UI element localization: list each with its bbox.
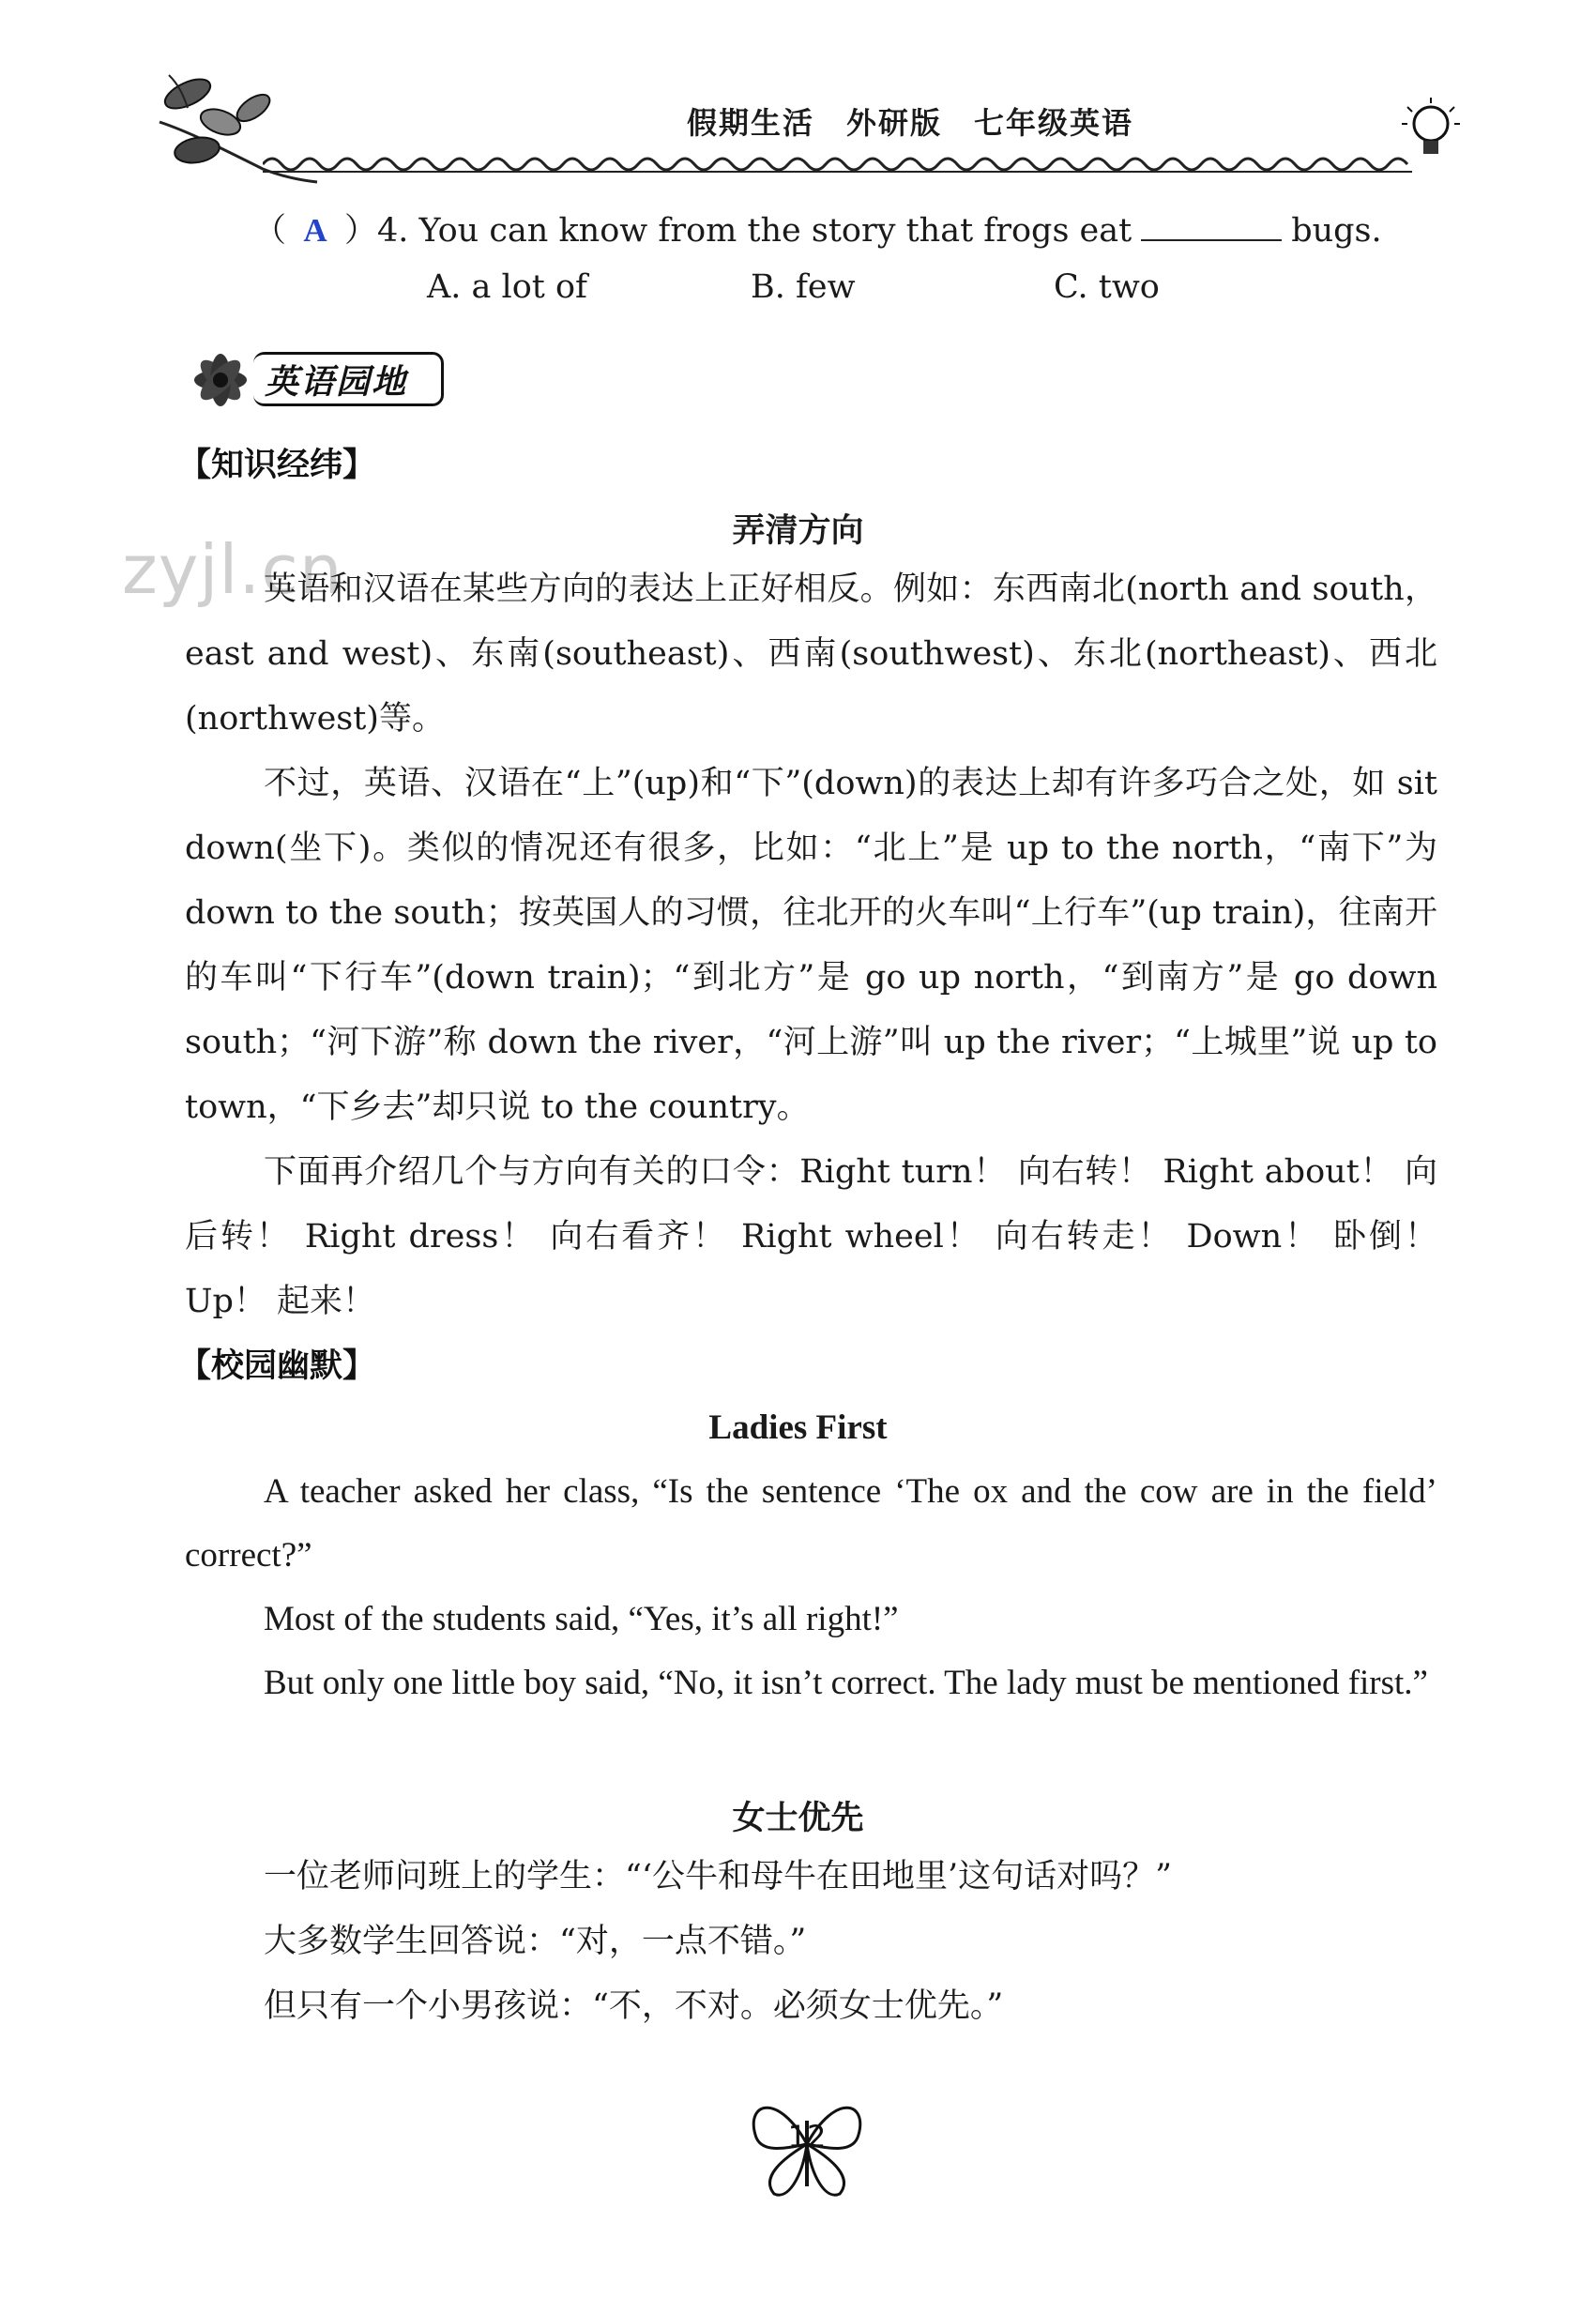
option-c: C. two	[1054, 268, 1160, 306]
page-header	[150, 56, 1464, 197]
question-stem: ）4. You can know from the story that frogs eat	[344, 212, 1132, 250]
humor-title-zh: 女士优先	[732, 1800, 864, 1837]
question-paren-open: （	[253, 212, 287, 250]
humor-title-en: Ladies First	[708, 1408, 888, 1447]
page-number-badge	[741, 2083, 873, 2205]
section-banner	[178, 342, 460, 418]
knowledge-paragraph: 不过，英语、汉语在“上”(up)和“下”(down)的表达上却有许多巧合之处，如 sit down(坐下)。类似的情况还有很多，比如：“北上”是 up to the north，“南下”为 down to the south；按英国人的习惯，往北开的火车叫“上行车”(up train)，往南开的车叫“下行车”(down train)；“到北方”是 go up north，“到南方”是 go down south；“河下游”称 down the river，“河上游”叫 up the river；“上城里”说 up to town，“下乡去”却只说 to the country。	[185, 765, 1437, 1126]
page-number: 12	[787, 2119, 827, 2154]
humor-paragraph-en: Most of the students said, “Yes, it’s all right!”	[264, 1600, 899, 1638]
question-answer: A	[303, 212, 327, 249]
knowledge-heading: 【知识经纬】	[178, 447, 376, 484]
humor-paragraph-en: But only one little boy said, “No, it isn’t correct. The lady must be mentioned first.”	[264, 1664, 1428, 1702]
knowledge-paragraph: 下面再介绍几个与方向有关的口令：Right turn！ 向右转！ Right about！ 向后转！ Right dress！ 向右看齐！ Right wheel！ 向右转走！ Down！ 卧倒！ Up！ 起来！	[185, 1153, 1437, 1320]
answer-blank	[1141, 211, 1282, 241]
lightbulb-icon	[1398, 94, 1464, 178]
banner-label: 英语园地	[265, 363, 408, 402]
knowledge-title: 弄清方向	[732, 512, 864, 550]
header-wavy-rule	[263, 145, 1417, 183]
humor-heading: 【校园幽默】	[178, 1347, 376, 1385]
humor-paragraph-en: A teacher asked her class, “Is the sentence ‘The ox and the cow are in the field’ correct?”	[185, 1472, 1437, 1575]
option-b: B. few	[751, 268, 856, 306]
watermark: zyjl.cn	[122, 530, 343, 609]
humor-paragraph-zh: 但只有一个小男孩说：“不，不对。必须女士优先。”	[264, 1987, 1004, 2025]
question-4	[253, 205, 1382, 251]
humor-paragraph-zh: 一位老师问班上的学生：“‘公牛和母牛在田地里’这句话对吗？”	[264, 1858, 1173, 1895]
knowledge-paragraph: 英语和汉语在某些方向的表达上正好相反。例如：东西南北(north and south，east and west)、东南(southeast)、西南(southwest)、东北(northeast)、西北(northwest)等。	[185, 571, 1437, 738]
humor-paragraph-zh: 大多数学生回答说：“对，一点不错。”	[264, 1923, 807, 1960]
option-a: A. a lot of	[427, 268, 588, 306]
question-tail: bugs.	[1291, 212, 1382, 250]
header-title: 假期生活 外研版 七年级英语	[686, 105, 1133, 141]
